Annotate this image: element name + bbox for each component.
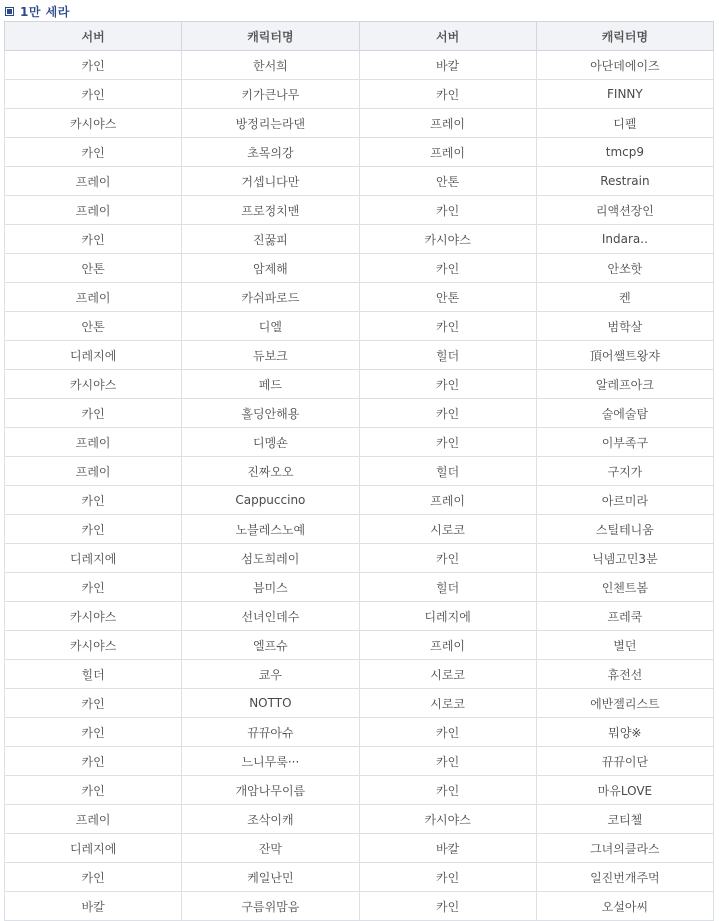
server-left-cell: 디레지에 <box>5 341 182 370</box>
server-right-cell: 카인 <box>359 370 536 399</box>
character-right-cell: 리액션장인 <box>536 196 713 225</box>
server-right-cell: 카인 <box>359 544 536 573</box>
server-right-cell: 힐더 <box>359 573 536 602</box>
server-left-cell: 힐더 <box>5 660 182 689</box>
character-right-cell: 頂어쌜트왕쟈 <box>536 341 713 370</box>
server-right-cell: 프레이 <box>359 138 536 167</box>
table-row <box>5 283 714 312</box>
character-left-cell: 엘프슈 <box>182 631 359 660</box>
server-right-cell: 카인 <box>359 399 536 428</box>
server-left-cell: 카인 <box>5 718 182 747</box>
server-right-cell: 카인 <box>359 892 536 921</box>
section-title <box>5 3 70 19</box>
character-left-cell: 븜미스 <box>182 573 359 602</box>
character-right-cell: 아단데에이즈 <box>536 51 713 80</box>
server-right-cell: 힐더 <box>359 457 536 486</box>
character-right-cell: 별던 <box>536 631 713 660</box>
header-server-right: 서버 <box>359 22 536 51</box>
server-right-cell: 카인 <box>359 80 536 109</box>
character-right-cell: 오설아씨 <box>536 892 713 921</box>
server-left-cell: 카인 <box>5 51 182 80</box>
character-left-cell: 홀딩안해용 <box>182 399 359 428</box>
server-left-cell: 카인 <box>5 776 182 805</box>
server-left-cell: 디레지에 <box>5 834 182 863</box>
server-left-cell: 카인 <box>5 689 182 718</box>
character-right-cell: 범학살 <box>536 312 713 341</box>
character-left-cell: 진짜오오 <box>182 457 359 486</box>
server-right-cell: 디레지에 <box>359 602 536 631</box>
server-left-cell: 디레지에 <box>5 544 182 573</box>
server-left-cell: 카인 <box>5 863 182 892</box>
character-right-cell: 마유LOVE <box>536 776 713 805</box>
character-right-cell: Indara.. <box>536 225 713 254</box>
table-row <box>5 834 714 863</box>
character-right-cell: 일진번개주먹 <box>536 863 713 892</box>
character-right-cell: 디펠 <box>536 109 713 138</box>
server-left-cell: 카시야스 <box>5 109 182 138</box>
table-row <box>5 486 714 515</box>
server-right-cell: 카인 <box>359 718 536 747</box>
server-right-cell: 프레이 <box>359 631 536 660</box>
character-right-cell: 스틸테니움 <box>536 515 713 544</box>
server-left-cell: 카시야스 <box>5 631 182 660</box>
character-right-cell: 에반젤리스트 <box>536 689 713 718</box>
server-right-cell: 프레이 <box>359 486 536 515</box>
server-left-cell: 안톤 <box>5 254 182 283</box>
table-row <box>5 776 714 805</box>
character-left-cell: 암제해 <box>182 254 359 283</box>
character-right-cell: 그녀의클라스 <box>536 834 713 863</box>
table-row <box>5 544 714 573</box>
table-row <box>5 892 714 921</box>
table-row <box>5 138 714 167</box>
server-right-cell: 카인 <box>359 312 536 341</box>
table-row <box>5 631 714 660</box>
server-left-cell: 프레이 <box>5 167 182 196</box>
character-left-cell: 조삭이캐 <box>182 805 359 834</box>
server-right-cell: 바칼 <box>359 834 536 863</box>
character-right-cell: 닉넴고민3분 <box>536 544 713 573</box>
server-left-cell: 바칼 <box>5 892 182 921</box>
server-right-cell: 바칼 <box>359 51 536 80</box>
character-right-cell: 뀨뀨이단 <box>536 747 713 776</box>
character-right-cell: 구지가 <box>536 457 713 486</box>
table-header-row <box>5 22 714 51</box>
server-left-cell: 프레이 <box>5 283 182 312</box>
table-row <box>5 399 714 428</box>
character-right-cell: FINNY <box>536 80 713 109</box>
character-right-cell: 알레프아크 <box>536 370 713 399</box>
character-right-cell: tmcp9 <box>536 138 713 167</box>
character-left-cell: 케일난민 <box>182 863 359 892</box>
table-row <box>5 51 714 80</box>
table-row <box>5 602 714 631</box>
server-left-cell: 프레이 <box>5 457 182 486</box>
header-character-right: 캐릭터명 <box>536 22 713 51</box>
server-left-cell: 카인 <box>5 747 182 776</box>
character-left-cell: 카쉬파로드 <box>182 283 359 312</box>
table-body <box>5 51 714 921</box>
character-right-cell: 술에술탐 <box>536 399 713 428</box>
character-right-cell: 안쏘핫 <box>536 254 713 283</box>
table-row <box>5 312 714 341</box>
character-left-cell: 쿄우 <box>182 660 359 689</box>
table-row <box>5 167 714 196</box>
server-right-cell: 카인 <box>359 428 536 457</box>
character-left-cell: Cappuccino <box>182 486 359 515</box>
server-left-cell: 카시야스 <box>5 602 182 631</box>
table-row <box>5 573 714 602</box>
server-left-cell: 카인 <box>5 486 182 515</box>
server-left-cell: 안톤 <box>5 312 182 341</box>
character-table <box>4 21 714 921</box>
server-right-cell: 시로코 <box>359 660 536 689</box>
character-left-cell: 섬도희레이 <box>182 544 359 573</box>
table-row <box>5 805 714 834</box>
character-left-cell: 프로정치맨 <box>182 196 359 225</box>
character-left-cell: 디엘 <box>182 312 359 341</box>
server-right-cell: 카시야스 <box>359 225 536 254</box>
server-right-cell: 카인 <box>359 776 536 805</box>
server-left-cell: 카인 <box>5 80 182 109</box>
server-right-cell: 카인 <box>359 747 536 776</box>
table-row <box>5 80 714 109</box>
server-right-cell: 카인 <box>359 254 536 283</box>
server-right-cell: 프레이 <box>359 109 536 138</box>
server-left-cell: 카인 <box>5 573 182 602</box>
character-right-cell: 이부족구 <box>536 428 713 457</box>
character-left-cell: 진꿇피 <box>182 225 359 254</box>
server-left-cell: 프레이 <box>5 428 182 457</box>
table-row <box>5 457 714 486</box>
server-left-cell: 카인 <box>5 138 182 167</box>
character-left-cell: 초목의강 <box>182 138 359 167</box>
character-right-cell: 휴전선 <box>536 660 713 689</box>
character-right-cell: 프레쿡 <box>536 602 713 631</box>
character-left-cell: 선녀인데수 <box>182 602 359 631</box>
square-bullet-icon <box>5 7 14 16</box>
character-left-cell: 느니무룩··· <box>182 747 359 776</box>
character-right-cell: Restrain <box>536 167 713 196</box>
table-row <box>5 196 714 225</box>
server-left-cell: 카인 <box>5 399 182 428</box>
table-row <box>5 515 714 544</box>
server-left-cell: 프레이 <box>5 196 182 225</box>
server-left-cell: 카인 <box>5 225 182 254</box>
character-left-cell: 거셉니다만 <box>182 167 359 196</box>
character-left-cell: 키가큰나무 <box>182 80 359 109</box>
table-row <box>5 718 714 747</box>
section-title-text: 1만 세라 <box>20 4 70 19</box>
server-right-cell: 시로코 <box>359 689 536 718</box>
character-left-cell: 개암나무이름 <box>182 776 359 805</box>
character-left-cell: 디멩숀 <box>182 428 359 457</box>
table-row <box>5 341 714 370</box>
server-left-cell: 카인 <box>5 515 182 544</box>
table-row <box>5 660 714 689</box>
table-row <box>5 370 714 399</box>
table-row <box>5 109 714 138</box>
character-left-cell: 노블레스노예 <box>182 515 359 544</box>
table-row <box>5 863 714 892</box>
server-right-cell: 카시야스 <box>359 805 536 834</box>
table-row <box>5 225 714 254</box>
header-server-left: 서버 <box>5 22 182 51</box>
server-left-cell: 프레이 <box>5 805 182 834</box>
server-right-cell: 카인 <box>359 863 536 892</box>
character-left-cell: NOTTO <box>182 689 359 718</box>
table-row <box>5 747 714 776</box>
character-right-cell: 아르미라 <box>536 486 713 515</box>
character-left-cell: 잔막 <box>182 834 359 863</box>
character-right-cell: 코티첼 <box>536 805 713 834</box>
server-right-cell: 안톤 <box>359 283 536 312</box>
table-row <box>5 428 714 457</box>
header-character-left: 캐릭터명 <box>182 22 359 51</box>
server-right-cell: 힐더 <box>359 341 536 370</box>
server-right-cell: 안톤 <box>359 167 536 196</box>
character-left-cell: 페드 <box>182 370 359 399</box>
table-row <box>5 689 714 718</box>
table-row <box>5 254 714 283</box>
character-right-cell: 뭐양※ <box>536 718 713 747</box>
character-right-cell: 인첸트봄 <box>536 573 713 602</box>
server-right-cell: 시로코 <box>359 515 536 544</box>
character-left-cell: 듀보크 <box>182 341 359 370</box>
character-left-cell: 한서희 <box>182 51 359 80</box>
character-right-cell: 켄 <box>536 283 713 312</box>
server-left-cell: 카시야스 <box>5 370 182 399</box>
server-right-cell: 카인 <box>359 196 536 225</box>
character-left-cell: 방정리는라댄 <box>182 109 359 138</box>
character-left-cell: 뀨뀨아슈 <box>182 718 359 747</box>
character-left-cell: 구름위맘음 <box>182 892 359 921</box>
